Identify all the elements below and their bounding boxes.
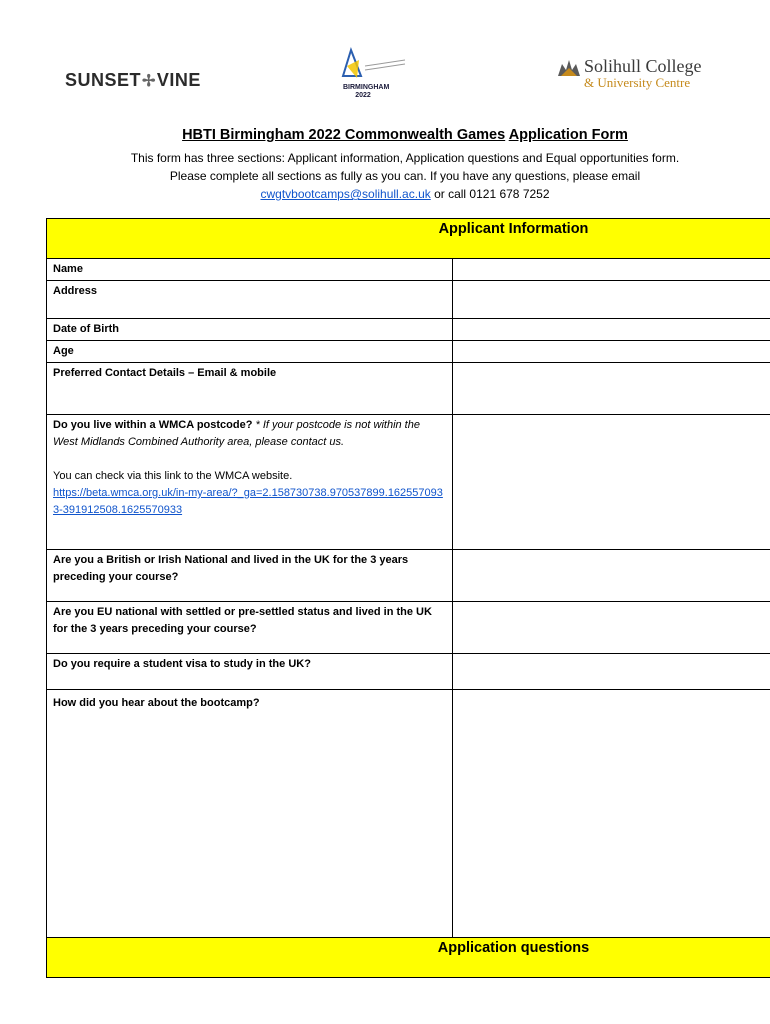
row-eu — [47, 602, 770, 654]
intro-line-2: Please complete all sections as fully as you can. If you have any questions, please email — [169, 169, 641, 183]
birmingham-2022-label — [343, 84, 390, 100]
label-date-of-birth: Date of Birth — [47, 319, 453, 341]
row-name — [47, 259, 770, 281]
sunset-vine-logo-text-left: SUNSET — [65, 70, 142, 90]
year-label: 2022 — [355, 92, 371, 99]
row-dob — [47, 319, 770, 341]
field-age[interactable] — [453, 341, 770, 363]
solihull-college-crest-icon — [558, 58, 580, 76]
section-header-application-questions — [47, 938, 770, 978]
field-name[interactable] — [453, 259, 770, 281]
intro-line-1: This form has three sections: Applicant information, Application questions and Equal opportunities form. — [130, 151, 680, 165]
label-contact-details: Preferred Contact Details – Email & mobile — [47, 363, 453, 415]
row-contact — [47, 363, 770, 415]
row-british — [47, 550, 770, 602]
row-wmca — [47, 415, 770, 550]
commonwealth-games-logo — [335, 46, 415, 110]
application-form-table — [46, 218, 770, 978]
sunset-vine-logo — [65, 70, 201, 91]
field-british-irish-national[interactable] — [453, 550, 770, 602]
label-wmca — [47, 415, 453, 550]
solihull-college-name: Solihull College — [584, 56, 702, 76]
label-address: Address — [47, 281, 453, 319]
birmingham-label: BIRMINGHAM — [343, 84, 390, 91]
section-title-application-questions: Application questions — [437, 940, 590, 956]
section-header-applicant-information — [47, 219, 770, 259]
form-title-part2: Application Form — [508, 127, 628, 143]
field-address[interactable] — [453, 281, 770, 319]
label-name: Name — [47, 259, 453, 281]
label-student-visa: Do you require a student visa to study in the UK? — [47, 654, 453, 690]
row-hear — [47, 690, 770, 938]
sunset-vine-star-icon: ✢ — [142, 73, 156, 90]
label-how-did-you-hear: How did you hear about the bootcamp? — [47, 690, 453, 938]
solihull-college-logo — [558, 56, 702, 91]
form-intro — [0, 149, 770, 203]
form-title — [0, 127, 770, 143]
commonwealth-games-emblem-icon — [335, 46, 415, 86]
sunset-vine-logo-text-right: VINE — [156, 70, 201, 90]
field-contact-details[interactable] — [453, 363, 770, 415]
field-how-did-you-hear[interactable] — [453, 690, 770, 938]
wmca-check-text: You can check via this link to the WMCA website. — [53, 470, 293, 482]
row-address — [47, 281, 770, 319]
form-title-part1: HBTI Birmingham 2022 Commonwealth Games — [182, 127, 506, 143]
wmca-website-link[interactable]: https://beta.wmca.org.uk/in-my-area/?_ga=2.158730738.970537899.1625570933-391912508.1625570933 — [53, 487, 443, 516]
section-title-applicant-information: Applicant Information — [438, 221, 589, 237]
label-age: Age — [47, 341, 453, 363]
row-visa — [47, 654, 770, 690]
intro-line-3 — [0, 185, 770, 203]
contact-email-link[interactable]: cwgtvbootcamps@solihull.ac.uk — [260, 187, 431, 201]
solihull-college-subtitle: & University Centre — [584, 75, 691, 90]
label-british-irish-national: Are you a British or Irish National and lived in the UK for the 3 years preceding your course? — [47, 550, 453, 602]
label-eu-national: Are you EU national with settled or pre-settled status and lived in the UK for the 3 years preceding your course? — [47, 602, 453, 654]
row-age — [47, 341, 770, 363]
field-date-of-birth[interactable] — [453, 319, 770, 341]
field-student-visa[interactable] — [453, 654, 770, 690]
contact-phone-text: or call 0121 678 7252 — [430, 187, 550, 201]
wmca-question: Do you live within a WMCA postcode? — [53, 419, 253, 431]
wmca-note: * If your postcode is not within the West Midlands Combined Authority area, please contact us. — [53, 419, 420, 448]
header-logos — [0, 40, 770, 110]
field-eu-national[interactable] — [453, 602, 770, 654]
field-wmca[interactable] — [453, 415, 770, 550]
